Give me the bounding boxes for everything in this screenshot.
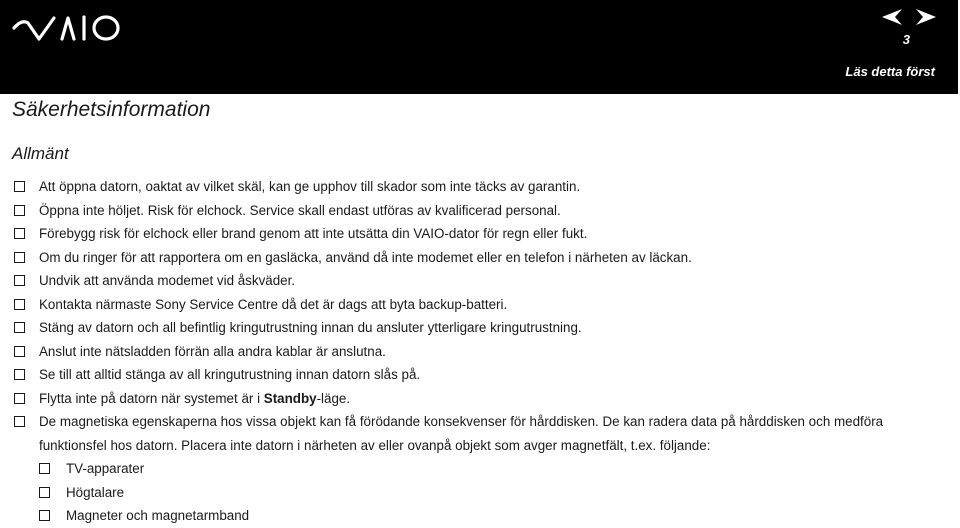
list-item [14,363,954,387]
sub-list-item [39,457,954,481]
list-item [14,175,954,199]
checkbox-bullet-icon [14,299,25,310]
list-item-text: Förebygg risk för elchock eller brand genom att inte utsätta din VAIO-dator för regn eller fukt. [39,226,588,241]
sub-list-item-text: Magneter och magnetarmband [66,508,250,523]
sub-list-item-text: Högtalare [66,484,125,500]
sub-list-item-text: TV-apparater [66,461,145,476]
list-item [14,222,954,246]
list-item [14,269,954,293]
page-number: 3 [902,32,910,47]
page-title: Säkerhetsinformation [12,98,211,121]
list-item [14,340,954,364]
checkbox-bullet-icon [14,181,25,192]
list-item-text: Anslut inte nätsladden förrän alla andra kablar är anslutna. [39,343,386,359]
standby-term: Standby [263,390,317,406]
list-item-text: De magnetiska egenskaperna hos vissa objekt kan få förödande konsekvenser för hårddisken. De kan radera data på hårddisken och medföra funktionsfel hos datorn. Placera inte datorn i närheten av eller ovanpå objekt som avger magnetfält, t.ex. följande: [39,414,884,453]
list-item-text: Se till att alltid stänga av all kringutrustning innan datorn slås på. [39,367,421,382]
sub-list-item [39,481,954,505]
checkbox-bullet-icon [14,228,25,239]
list-item [14,246,954,270]
checkbox-bullet-icon [14,322,25,333]
read-first-link[interactable]: Läs detta först [845,64,935,79]
list-item-text [39,391,350,406]
list-item-text: Öppna inte höljet. Risk för elchock. Service skall endast utföras av kvalificerad personal. [39,202,561,218]
checkbox-bullet-icon [14,416,25,427]
checkbox-bullet-icon [39,463,50,474]
vaio-logo [12,12,122,44]
checkbox-bullet-icon [39,510,50,521]
list-item-text: Kontakta närmaste Sony Service Centre då det är dags att byta backup-batteri. [39,296,508,312]
magnetic-objects-list [39,457,954,528]
checkbox-bullet-icon [39,487,50,498]
section-title: Allmänt [12,144,69,163]
list-item-text: Att öppna datorn, oaktat av vilket skäl, kan ge upphov till skador som inte täcks av garantin. [39,179,581,194]
list-item [14,316,954,340]
left-arrow-icon[interactable] [882,9,904,25]
checkbox-bullet-icon [14,393,25,404]
checkbox-bullet-icon [14,275,25,286]
checkbox-bullet-icon [14,346,25,357]
list-item-text: Undvik att använda modemet vid åskväder. [39,273,296,288]
page-navigation [882,9,940,25]
checkbox-bullet-icon [14,369,25,380]
checkbox-bullet-icon [14,252,25,263]
sub-list-item [39,504,954,528]
list-item-magnetic [14,410,954,528]
list-item-text: Stäng av datorn och all befintlig kringutrustning innan du ansluter ytterligare kringutrustning. [39,320,582,335]
header-bar [0,0,958,94]
list-item-text: Om du ringer för att rapportera om en gasläcka, använd då inte modemet eller en telefon i närheten av läckan. [39,249,692,265]
list-item [14,199,954,223]
list-item [14,293,954,317]
standby-suffix: -läge. [316,390,351,406]
safety-list [14,175,954,528]
checkbox-bullet-icon [14,205,25,216]
list-item-standby [14,387,954,411]
right-arrow-icon[interactable] [914,9,936,25]
standby-prefix: Flytta inte på datorn när systemet är i [39,390,264,406]
